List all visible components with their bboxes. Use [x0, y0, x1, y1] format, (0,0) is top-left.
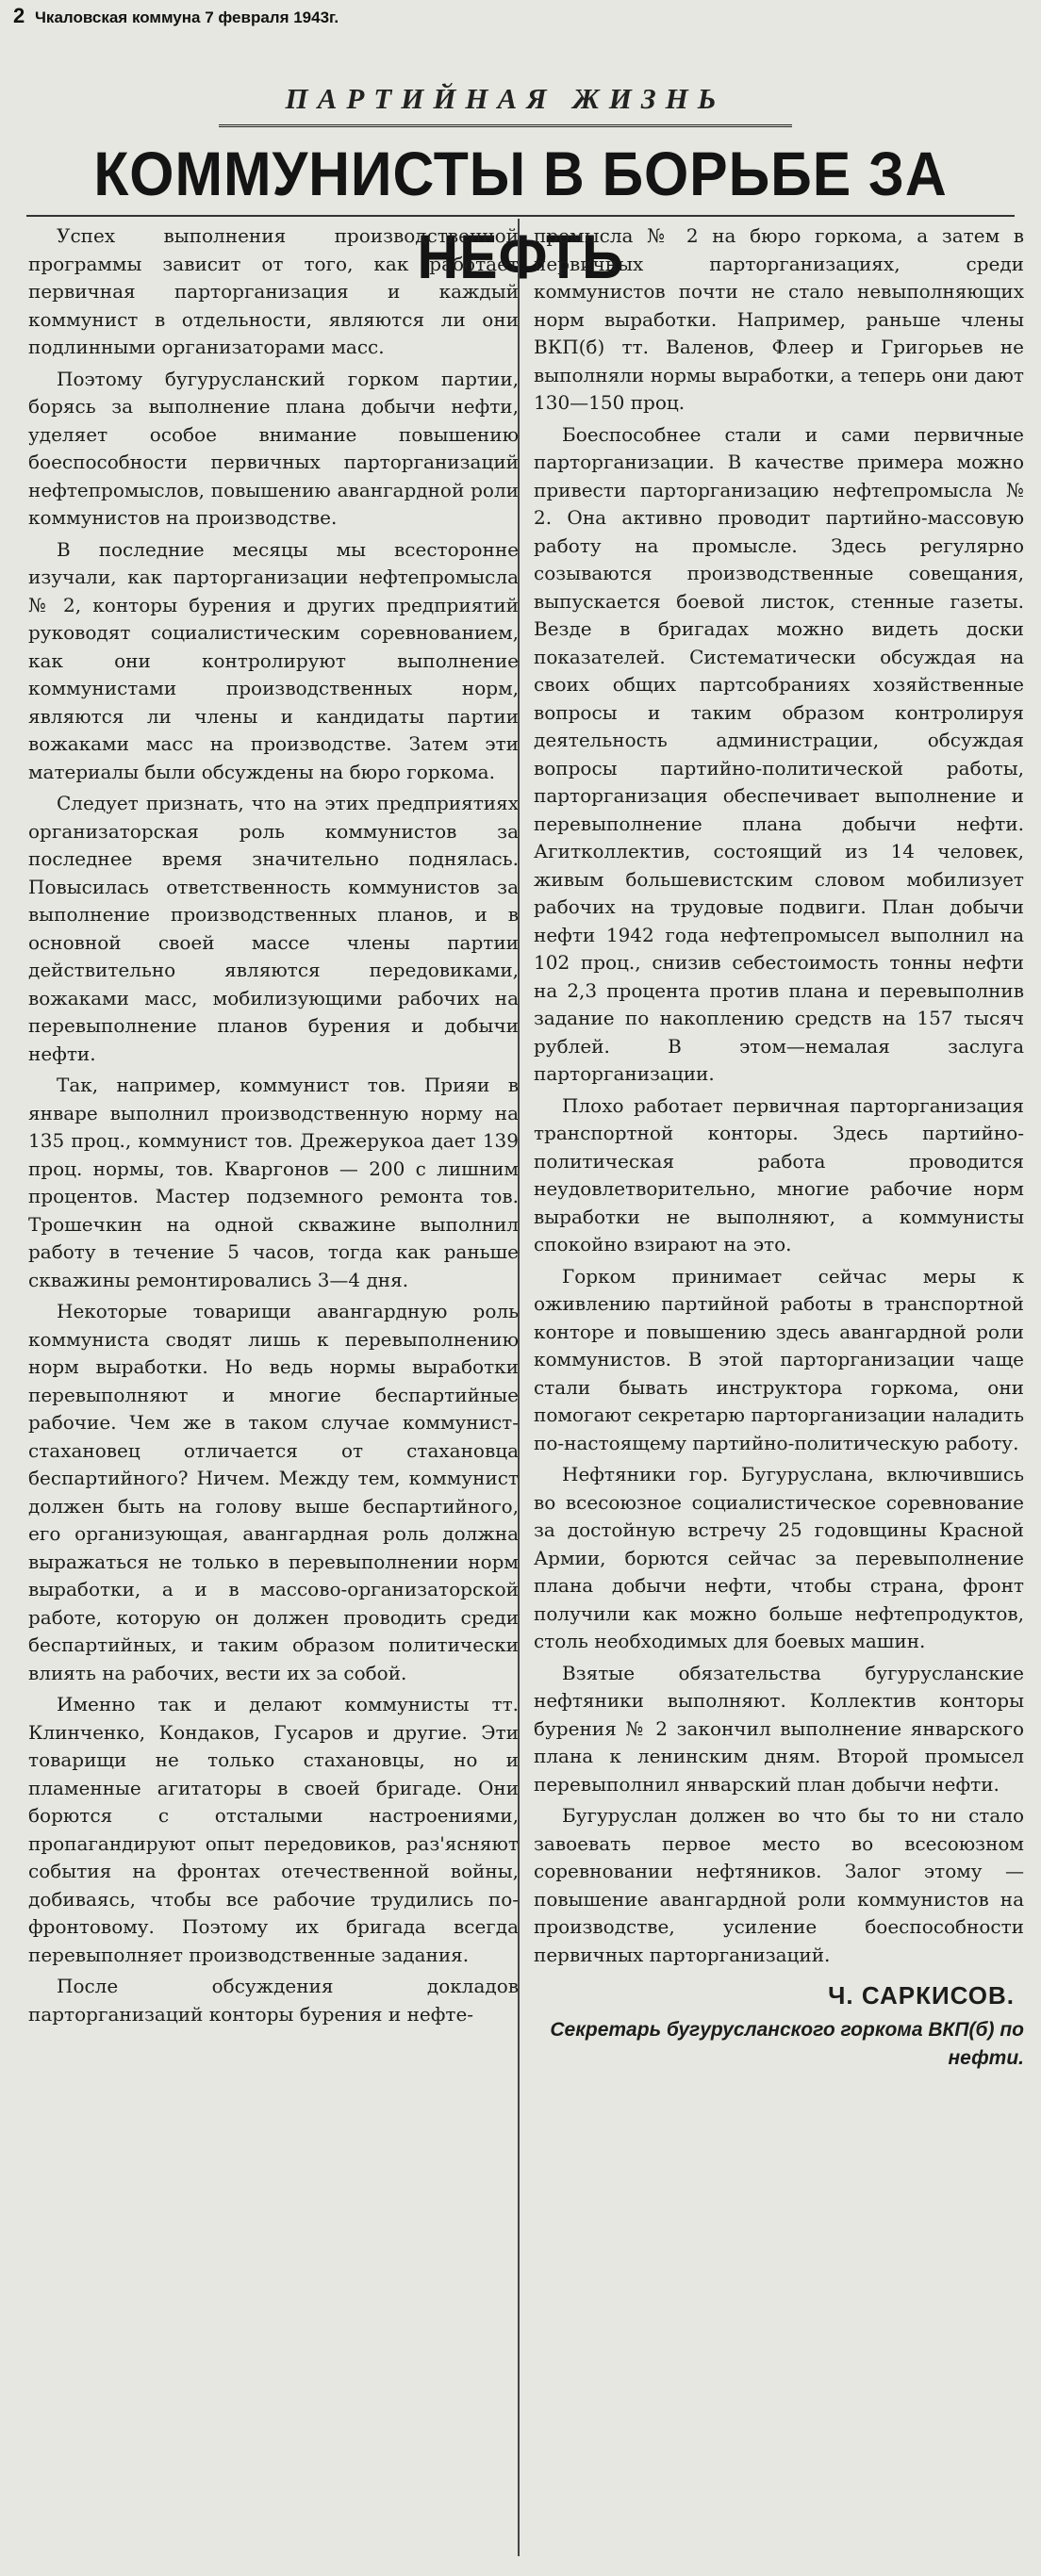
paragraph: Бугуруслан должен во что бы то ни стало завоевать первое место во всесоюзном соревновании нефтяников. Залог этому — повышение авангардной роли коммунистов на производстве, усиление боеспособности первичных парторганизаций.: [534, 1804, 1024, 1966]
paragraph: Поэтому бугурусланский горком партии, борясь за выполнение плана добычи нефти, уделяет особое внимание повышению боеспособности первичных парторганизаций нефтепромыслов, повышению авангардной роли коммунистов на производстве.: [28, 367, 519, 529]
paragraph: Плохо работает первичная парторганизация транспортной конторы. Здесь партийно-политическая работа проводится неудовлетворительно, многие рабочие норм выработки не выполняют, а коммунисты спокойно взирают на это.: [534, 1093, 1024, 1255]
masthead: Чкаловская коммуна 7 февраля 1943г.: [34, 8, 339, 26]
paragraph: После обсуждения докладов парторганизаций конторы бурения и нефте-: [28, 1975, 519, 2026]
newspaper-header: [13, 4, 1032, 28]
paragraph: В последние месяцы мы всесторонне изучали, как парторганизации нефтепромысла № 2, конторы бурения и других предприятий руководят социалистическим соревнованием, как они контролируют выполнение коммунистами производственных норм, являются ли члены и кандидаты партии вожаками масс на производстве. Затем эти материалы были обсуждены на бюро горкома.: [28, 537, 519, 783]
paragraph: Успех выполнения производственной программы зависит от того, как работает первичная парторганизация и каждый коммунист в отдельности, являются ли они подлинными организаторами масс.: [28, 224, 519, 358]
paragraph: промысла № 2 на бюро горкома, а затем в первичных парторганизациях, среди коммунистов почти не стало невыполняющих норм выработки. Например, раньше члены ВКП(б) тт. Валенов, Флеер и Григорьев не выполняли нормы выработки, а теперь они дают 130—150 проц.: [534, 224, 1024, 414]
paragraph: Взятые обязательства бугурусланские нефтяники выполняют. Коллектив конторы бурения № 2 закончил выполнение январского плана к ленинским дням. Второй промысел перевыполнил январский план добычи нефти.: [534, 1661, 1024, 1796]
paragraph: Некоторые товарищи авангардную роль коммуниста сводят лишь к перевыполнению норм выработки. Но ведь нормы выработки перевыполняют и многие беспартийные рабочие. Чем же в таком случае коммунист-стахановец отличается от стахановца беспартийного? Ничем. Между тем, коммунист должен быть на голову выше беспартийного, его организующая, авангардная роль должна выражаться не только в перевыполнении норм выработки, а и в массово-организаторской работе, которую он должен проводить среди беспартийных, и таким образом политически влиять на рабочих, вести их за собой.: [28, 1300, 519, 1684]
right-column: [534, 222, 1024, 2073]
paragraph: Горком принимает сейчас меры к оживлению партийной работы в транспортной конторе и повышению здесь авангардной роли коммунистов. В этой парторганизации чаще стали бывать инструктора горкома, они помогают секретарю парторганизации наладить по-настоящему партийно-политическую работу.: [534, 1264, 1024, 1454]
paragraph: Так, например, коммунист тов. Прияи в январе выполнил производственную норму на 135 проц., коммунист тов. Дрежерукоа дает 139 проц. нормы, тов. Кваргонов — 200 с лишним процентов. Мастер подземного ремонта тов. Трошечкин на одной скважине выполнил работу в течение 5 часов, тогда как раньше скважины ремонтировались 3—4 дня.: [28, 1074, 519, 1291]
paragraph: Боеспособнее стали и сами первичные парторганизации. В качестве примера можно привести парторганизацию нефтепромысла № 2. Она активно проводит партийно-массовую работу на промысле. Здесь регулярно созываются производственные совещания, выпускается боевой листок, стенные газеты. Везде в бригадах можно видеть доски показателей. Систематически обсуждая на своих общих партсобраниях хозяйственные вопросы и таким образом контролируя деятельность администрации, обсуждая вопросы партийно-политической работы, парторганизация обеспечивает выполнение и перевыполнение плана добычи нефти. Агитколлектив, состоящий из 14 человек, живым большевистским словом мобилизует рабочих на трудовые подвиги. План добычи нефти 1942 года нефтепромысел выполнил на 102 проц., снизив себестоимость тонны нефти на 2,3 процента против плана и перевыполнив задание по накоплению средств на 157 тысяч рублей. В этом—немалая заслуга парторганизации.: [534, 422, 1024, 1085]
paragraph: Следует признать, что на этих предприятиях организаторская роль коммунистов за последнее время значительно поднялась. Повысилась ответственность коммунистов за выполнение производственных планов, и в основной своей массе члены партии действительно являются передовиками, вожаками масс, мобилизующими рабочих на перевыполнение планов бурения и добычи нефти.: [28, 792, 519, 1065]
signature-block: [534, 1982, 1024, 2073]
left-column: [28, 222, 519, 2032]
author-name: Ч. САРКИСОВ.: [828, 1981, 1015, 2010]
page-number: 2: [13, 4, 25, 27]
column-divider: [518, 219, 520, 2556]
author-position: Секретарь бугурусланского горкома ВКП(б) по нефти.: [550, 2018, 1024, 2069]
paragraph: Именно так и делают коммунисты тт. Клинченко, Кондаков, Гусаров и другие. Эти товарищи не только стахановцы, но и пламенные агитаторы в своей бригаде. Они борются с отсталыми настроениями, пропагандируют опыт передовиков, раз'ясняют события на фронтах отечественной войны, добиваясь, чтобы все рабочие трудились по-фронтовому. Поэтому их бригада всегда перевыполняет производственные задания.: [28, 1693, 519, 1966]
article-title: КОММУНИСТЫ В БОРЬБЕ ЗА НЕФТЬ: [93, 139, 948, 291]
title-rule: [26, 215, 1015, 217]
section-rubric: ПАРТИЙНАЯ ЖИЗНЬ: [219, 77, 792, 127]
paragraph: Нефтяники гор. Бугуруслана, включившись во всесоюзное социалистическое соревнование за достойную встречу 25 годовщины Красной Армии, борются сейчас за перевыполнение плана добычи нефти, чтобы страна, фронт получили как можно больше нефтепродуктов, столь необходимых для боевых машин.: [534, 1463, 1024, 1652]
